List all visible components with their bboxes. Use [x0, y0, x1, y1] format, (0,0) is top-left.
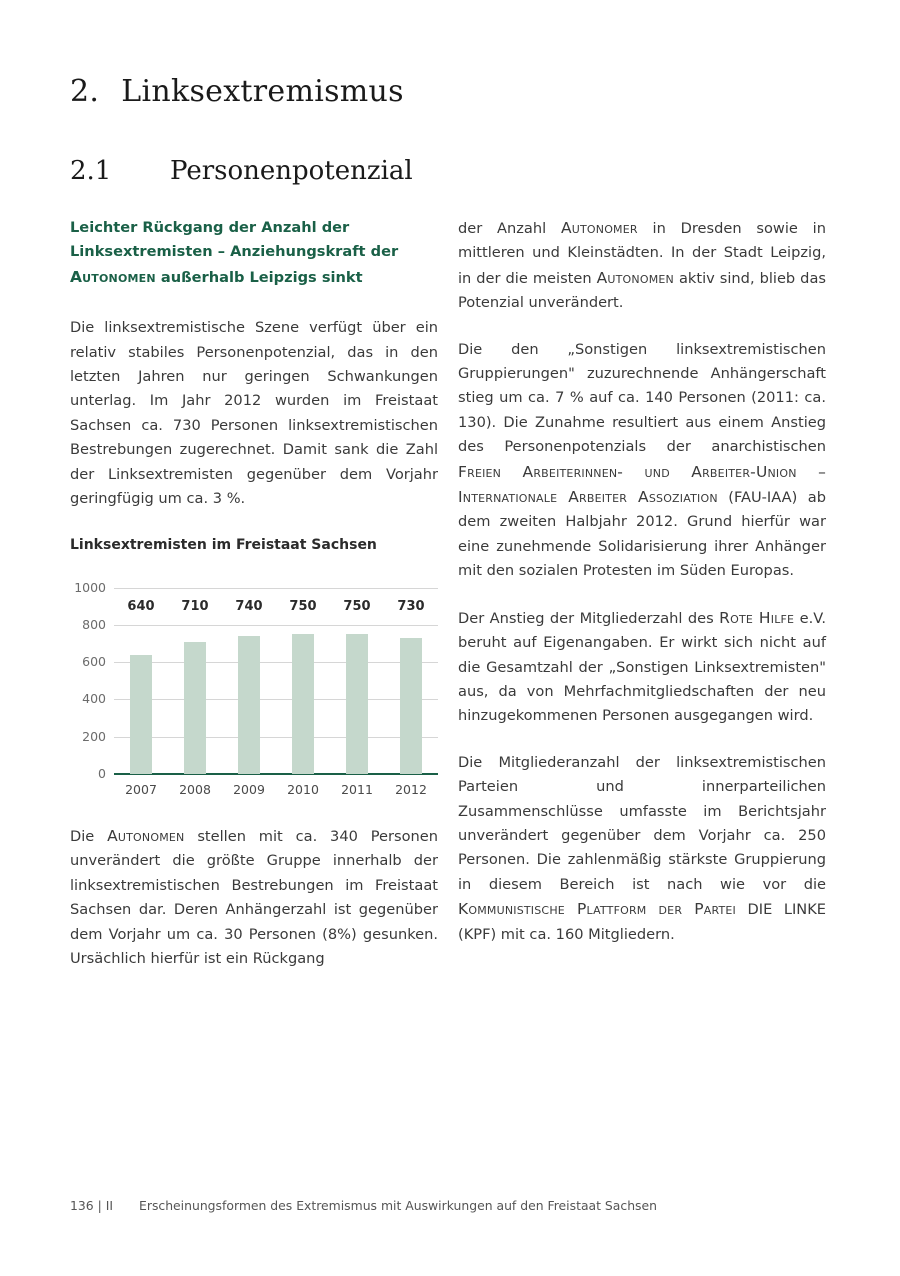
right-p2-pre: Die den „Sonstigen linksextremistischen Gruppierungen" zuzurechnende Anhängerschaft stieg um ca. 7 % auf ca. 140 Personen (2011: ca. 130). Die Zunahme resultiert aus einem Anstieg des Personenpotenzials der anarchistischen [458, 340, 826, 456]
chart-bar-slot [114, 588, 168, 774]
chart-bar [238, 636, 260, 774]
left-column [70, 216, 438, 971]
chapter-heading [70, 74, 404, 109]
right-paragraph-4 [458, 751, 826, 947]
chart-bar-slot [330, 588, 384, 774]
chart-x-tick-label: 2010 [287, 781, 319, 797]
right-p3-smallcaps: Rote Hilfe [719, 608, 795, 627]
lead-line-3-smallcaps: Autonomen [70, 267, 156, 286]
chart-bars [114, 588, 438, 774]
right-p1-mid: in Dresden sowie in mittleren und Kleinstädten. In der Stadt Leipzig, in der die meisten [458, 220, 826, 287]
chart-x-tick-label: 2009 [233, 781, 265, 797]
chart-y-tick-label: 800 [82, 616, 106, 632]
chart-bar [400, 638, 422, 774]
lead-heading [70, 216, 438, 290]
chart-bar [292, 634, 314, 774]
chart-bar-slot [276, 588, 330, 774]
chart-bar [184, 642, 206, 774]
right-paragraph-3 [458, 606, 826, 729]
chart-title: Linksextremisten im Freistaat Sachsen [70, 537, 377, 554]
section-title-text: Personenpotenzial [170, 156, 413, 186]
chart-bar-value-label: 730 [397, 598, 425, 614]
chart-bar-value-label: 640 [127, 598, 155, 614]
left-paragraph-1: Die linksextremistische Szene verfügt über ein relativ stabiles Personenpotenzial, das in den letzten Jahren nur geringen Schwankungen unterlag. Im Jahr 2012 wurden im Freistaat Sachsen ca. 730 Personen linksextremistischen Bestrebungen zugerechnet. Damit sank die Zahl der Linksextremisten gegenüber dem Vorjahr geringfügig um ca. 3 %. [70, 319, 438, 508]
right-paragraph-2 [458, 338, 826, 584]
right-p4-pre: Die Mitgliederanzahl der linksextremistischen Parteien und innerparteilichen Zusammenschlüsse umfasste im Berichtsjahr unverändert gegenüber dem Vorjahr ca. 250 Personen. Die zahlenmäßig stärkste Gruppierung in diesem Bereich ist nach wie vor die [458, 753, 826, 893]
chart-y-tick-label: 0 [98, 765, 106, 781]
footer-page-number: 136 | II [70, 1198, 114, 1213]
footer-text: Erscheinungsformen des Extremismus mit Auswirkungen auf den Freistaat Sachsen [139, 1198, 657, 1213]
right-p1-smallcaps-2: Autonomen [596, 268, 674, 287]
section-number: 2.1 [70, 156, 112, 186]
chart-bar [130, 655, 152, 774]
chart-y-tick-label: 200 [82, 728, 106, 744]
right-paragraph-1 [458, 216, 826, 316]
lead-line-3-rest: außerhalb Leipzigs sinkt [155, 268, 363, 286]
chapter-number: 2. [70, 74, 100, 109]
chart-x-tick-label: 2012 [395, 781, 427, 797]
chart-bar-value-label: 740 [235, 598, 263, 614]
chart-y-tick-label: 400 [82, 691, 106, 707]
left-paragraph-2 [70, 824, 438, 971]
chart-y-tick-label: 600 [82, 654, 106, 670]
right-p3-pre: Der Anstieg der Mitgliederzahl des [458, 609, 720, 627]
chart-x-tick-label: 2007 [125, 781, 157, 797]
left-p2-post: stellen mit ca. 340 Personen unverändert die größte Gruppe innerhalb der linksextremistischen Bestrebungen im Freistaat Sachsen dar. Deren Anhängerzahl ist gegenüber dem Vorjahr um ca. 30 Personen (8%) gesunken. Ursächlich hierfür ist ein Rückgang [70, 827, 438, 967]
chart-x-tick-label: 2008 [179, 781, 211, 797]
right-p4-post: DIE LINKE (KPF) mit ca. 160 Mitgliedern. [458, 901, 826, 943]
right-p4-smallcaps: Kommunistische Plattform der Partei [458, 900, 737, 919]
right-p2-smallcaps: Freien Arbeiterinnen- und Arbeiter-Union – Internationale Arbeiter Assoziation [458, 462, 826, 507]
lead-line-1: Leichter Rückgang der Anzahl der [70, 219, 350, 236]
chart-bar-value-label: 750 [343, 598, 371, 614]
chapter-title-text: Linksextremismus [121, 74, 404, 109]
chart-bar [346, 634, 368, 774]
section-heading [70, 156, 413, 186]
right-p1-post: aktiv sind, blieb das Potenzial unverändert. [458, 269, 826, 312]
left-p2-smallcaps: Autonomen [107, 826, 185, 845]
chart-block [70, 533, 438, 797]
chart-y-tick-label: 1000 [74, 579, 106, 595]
chart-bar-value-label: 750 [289, 598, 317, 614]
right-p1-pre: der Anzahl [458, 220, 561, 237]
chart-bar-slot [168, 588, 222, 774]
left-p2-pre: Die [70, 827, 108, 845]
right-p3-post: e.V. beruht auf Eigenangaben. Er wirkt sich nicht auf die Gesamtzahl der „Sonstigen Linksextremisten" aus, da von Mehrfachmitgliedschaften der neu hinzugekommenen Personen ausgegangen wird. [458, 609, 826, 725]
chart-bar-value-label: 710 [181, 598, 209, 614]
chart-x-tick-label: 2011 [341, 781, 373, 797]
bar-chart [70, 579, 438, 798]
chart-bar-slot [222, 588, 276, 774]
right-p1-smallcaps-1: Autonomer [560, 219, 638, 237]
lead-line-2: Linksextremisten – Anziehungskraft der [70, 243, 399, 261]
page-footer [70, 1198, 657, 1213]
right-column [458, 216, 826, 947]
chart-x-axis-labels [114, 778, 438, 802]
right-p2-post: (FAU-IAA) ab dem zweiten Halbjahr 2012. Grund hierfür war eine zunehmende Solidarisierung ihrer Anhänger mit den sozialen Protesten im Süden Europas. [458, 489, 826, 580]
chart-bar-slot [384, 588, 438, 774]
